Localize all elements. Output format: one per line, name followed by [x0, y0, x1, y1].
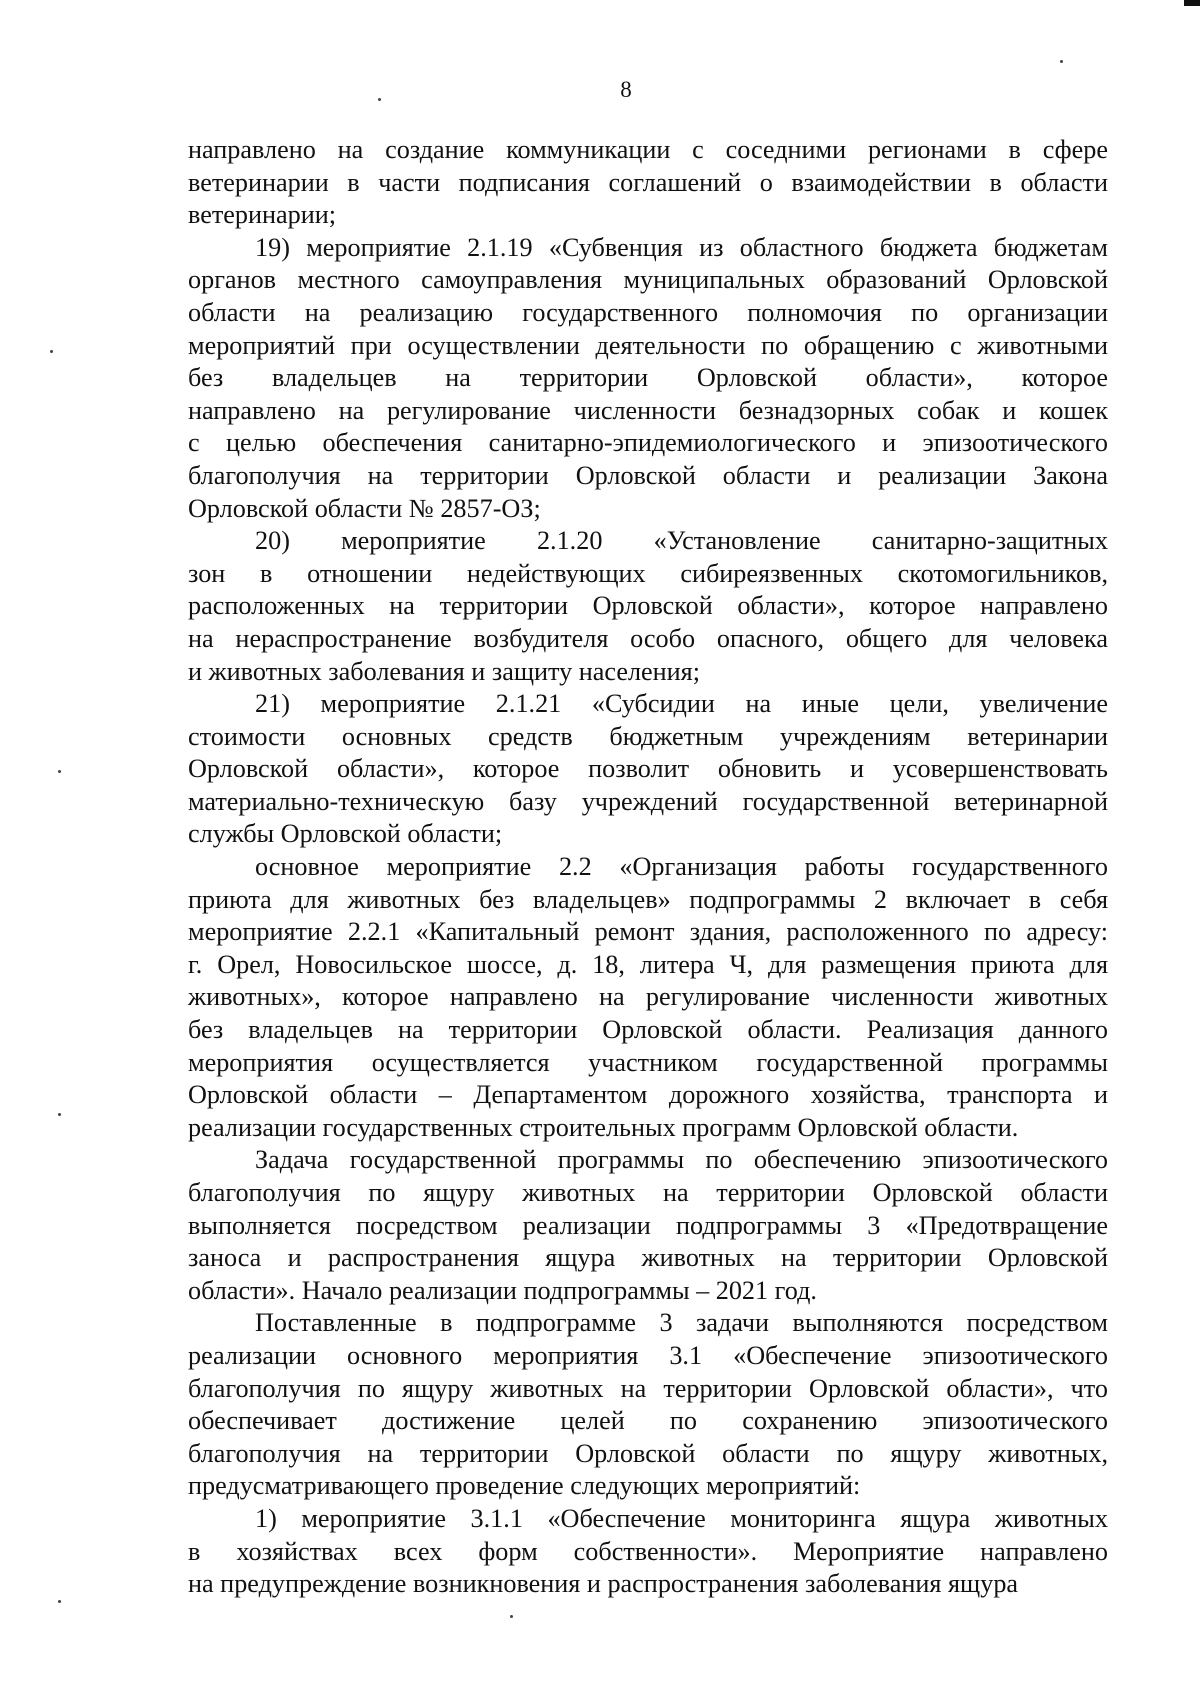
paragraph: [188, 1503, 1108, 1601]
text-line: приюта для животных без владельцев» подпрограммы 2 включает в себя: [188, 884, 1108, 914]
text-line: Орловской области № 2857-ОЗ;: [188, 493, 541, 523]
scan-speck: [58, 770, 61, 773]
paragraph: [188, 525, 1108, 688]
text-line: благополучия по ящуру животных на территории Орловской области», что: [188, 1373, 1108, 1403]
text-line: материально-техническую базу учреждений государственной ветеринарной: [188, 786, 1108, 816]
text-line: 1) мероприятие 3.1.1 «Обеспечение мониторинга ящура животных: [255, 1503, 1108, 1533]
text-line: направлено на регулирование численности безнадзорных собак и кошек: [188, 395, 1108, 425]
text-line: в хозяйствах всех форм собственности». Мероприятие направлено: [188, 1536, 1108, 1566]
paragraph: [188, 232, 1108, 525]
text-line: мероприятия осуществляется участником государственной программы: [188, 1047, 1108, 1077]
scan-speck: [1060, 60, 1063, 63]
page-number: 8: [620, 77, 632, 102]
text-line: предусматривающего проведение следующих мероприятий:: [188, 1471, 861, 1501]
text-line: на предупреждение возникновения и распространения заболевания ящура: [188, 1569, 1019, 1599]
text-line: 19) мероприятие 2.1.19 «Субвенция из областного бюджета бюджетам: [255, 232, 1108, 262]
text-line: мероприятие 2.2.1 «Капитальный ремонт здания, расположенного по адресу:: [188, 917, 1108, 947]
text-line: Орловской области», которое позволит обновить и усовершенствовать: [188, 754, 1108, 784]
text-line: обеспечивает достижение целей по сохранению эпизоотического: [188, 1406, 1108, 1436]
scan-edge-mark: [1184, 0, 1200, 6]
text-line: 21) мероприятие 2.1.21 «Субсидии на иные цели, увеличение: [255, 689, 1108, 719]
scan-speck: [58, 1113, 61, 1116]
text-line: и животных заболевания и защиту населения;: [188, 656, 700, 686]
text-line: благополучия на территории Орловской области и реализации Закона: [188, 460, 1108, 490]
text-line: реализации государственных строительных программ Орловской области.: [188, 1112, 1019, 1142]
scan-speck: [510, 1615, 513, 1618]
text-line: благополучия на территории Орловской области по ящуру животных,: [188, 1438, 1108, 1468]
text-line: стоимости основных средств бюджетным учреждениям ветеринарии: [188, 721, 1108, 751]
text-line: расположенных на территории Орловской области», которое направлено: [188, 591, 1108, 621]
text-line: службы Орловской области;: [188, 819, 503, 849]
text-line: без владельцев на территории Орловской области. Реализация данного: [188, 1015, 1108, 1045]
paragraph: [188, 1144, 1108, 1307]
text-line: органов местного самоуправления муниципальных образований Орловской: [188, 265, 1108, 295]
text-line: мероприятий при осуществлении деятельности по обращению с животными: [188, 330, 1108, 360]
text-line: зон в отношении недействующих сибиреязвенных скотомогильников,: [188, 558, 1108, 588]
text-line: области». Начало реализации подпрограммы – 2021 год.: [188, 1275, 817, 1305]
document-body: [188, 134, 1108, 1601]
text-line: ветеринарии;: [188, 200, 337, 230]
scan-speck: [58, 1600, 61, 1603]
text-line: без владельцев на территории Орловской области», которое: [188, 363, 1108, 393]
text-line: выполняется посредством реализации подпрограммы 3 «Предотвращение: [188, 1210, 1108, 1240]
text-line: области на реализацию государственного полномочия по организации: [188, 297, 1108, 327]
text-line: животных», которое направлено на регулирование численности животных: [188, 982, 1108, 1012]
text-line: г. Орел, Новосильское шоссе, д. 18, литера Ч, для размещения приюта для: [188, 949, 1108, 979]
paragraph: [188, 688, 1108, 851]
paragraph: [188, 134, 1108, 232]
paragraph: [188, 1307, 1108, 1503]
text-line: Задача государственной программы по обеспечению эпизоотического: [255, 1145, 1108, 1175]
text-line: благополучия по ящуру животных на территории Орловской области: [188, 1178, 1108, 1207]
text-line: 20) мероприятие 2.1.20 «Установление санитарно-защитных: [255, 526, 1108, 556]
text-line: реализации основного мероприятия 3.1 «Обеспечение эпизоотического: [188, 1340, 1108, 1370]
text-line: основное мероприятие 2.2 «Организация работы государственного: [255, 852, 1108, 882]
text-line: направлено на создание коммуникации с соседними регионами в сфере: [188, 135, 1108, 164]
scan-speck: [50, 350, 53, 353]
text-line: на нераспространение возбудителя особо опасного, общего для человека: [188, 623, 1108, 653]
text-line: Поставленные в подпрограмме 3 задачи выполняются посредством: [255, 1308, 1108, 1338]
text-line: ветеринарии в части подписания соглашений о взаимодействии в области: [188, 167, 1108, 197]
text-line: Орловской области – Департаментом дорожного хозяйства, транспорта и: [188, 1080, 1108, 1110]
text-line: с целью обеспечения санитарно-эпидемиологического и эпизоотического: [188, 428, 1108, 458]
text-line: заноса и распространения ящура животных на территории Орловской: [188, 1243, 1108, 1273]
paragraph: [188, 851, 1108, 1144]
